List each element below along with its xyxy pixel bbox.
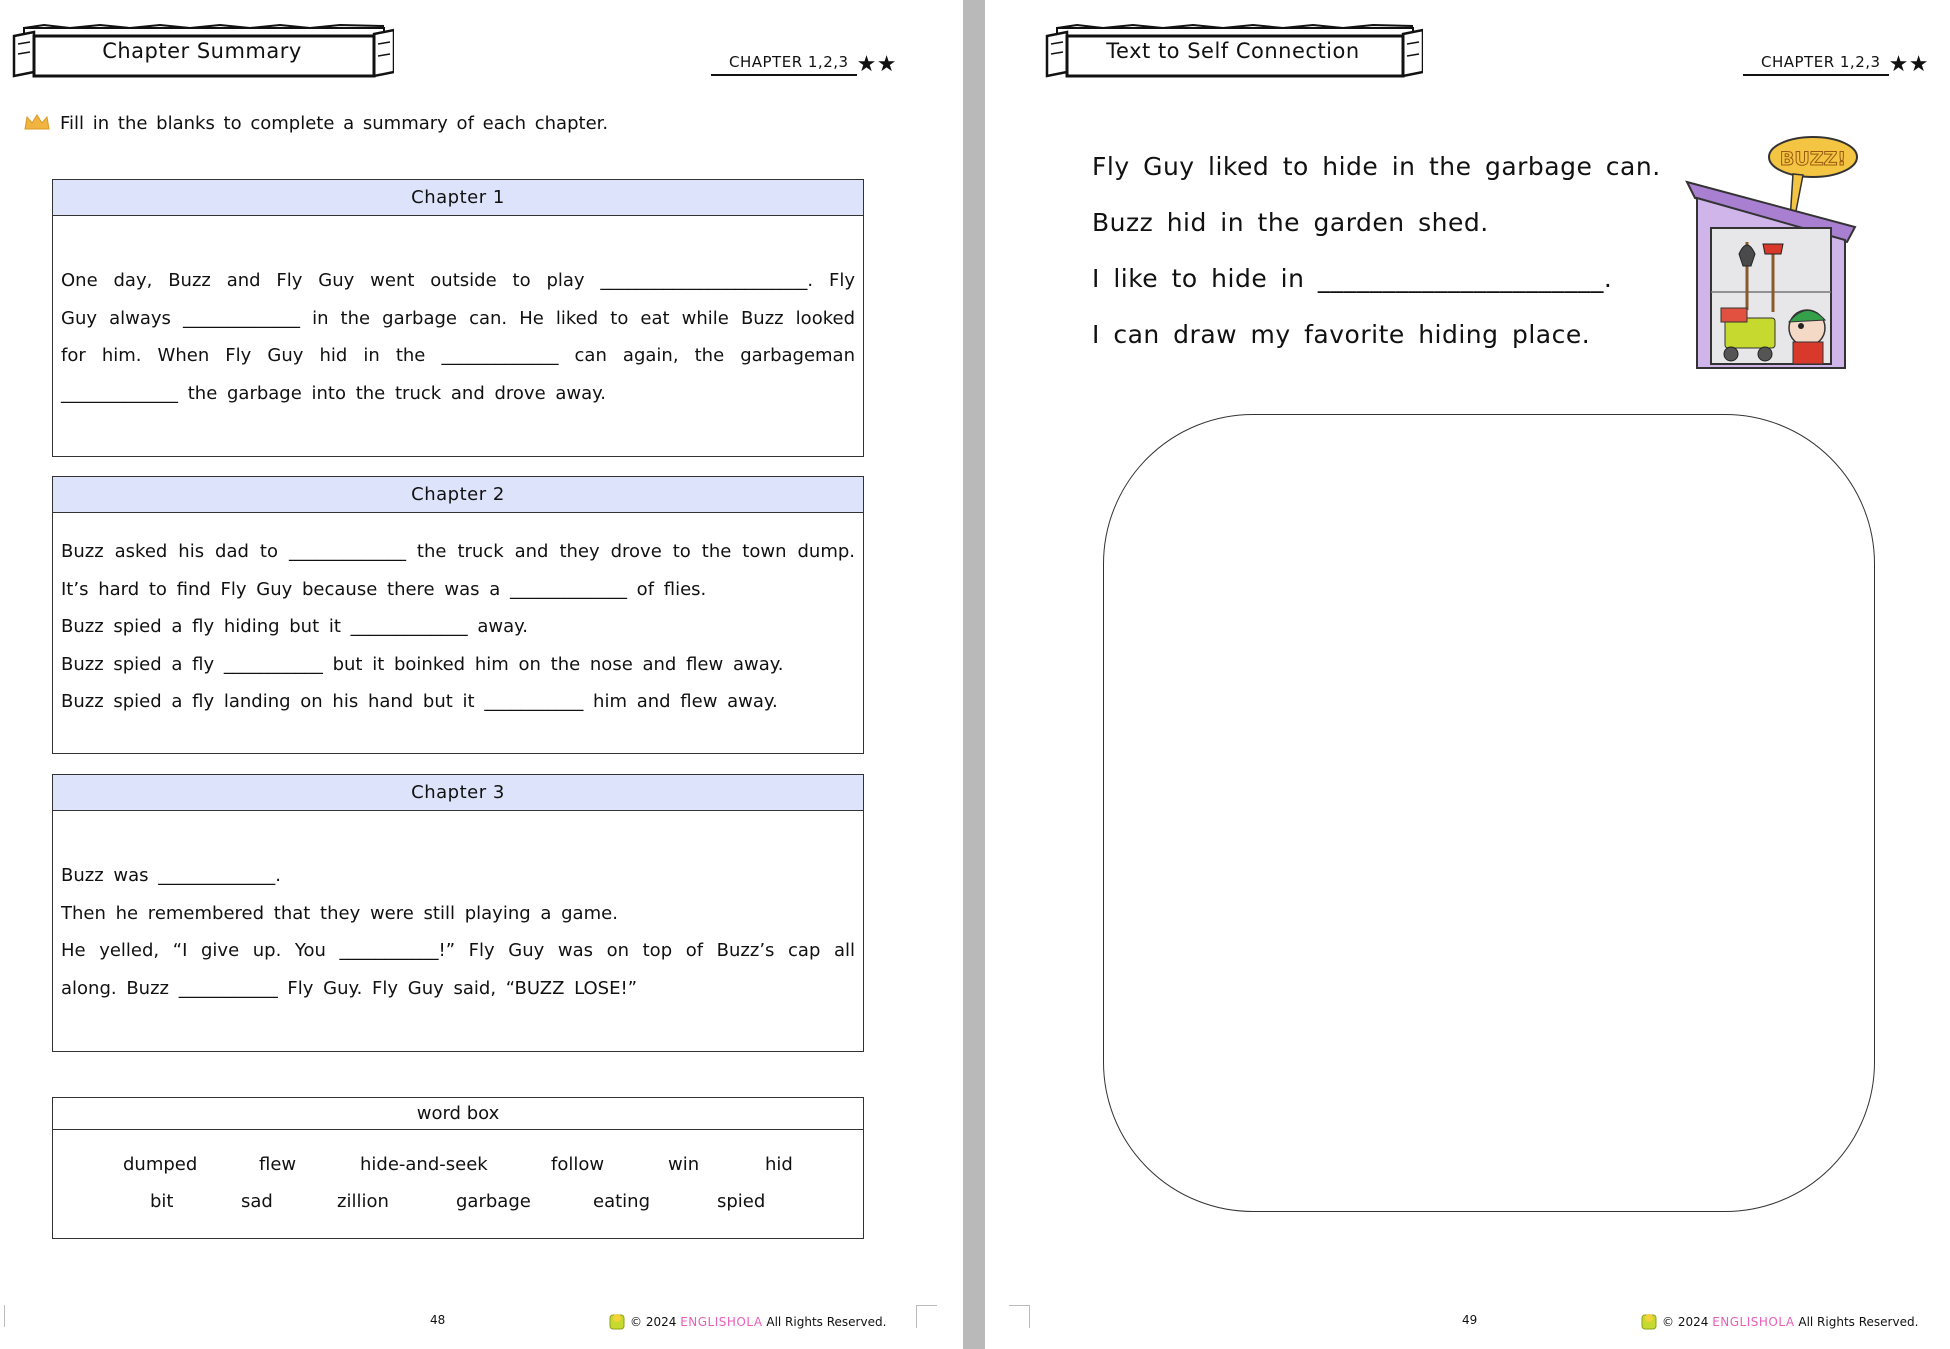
- chapter-2-title: Chapter 2: [53, 477, 863, 513]
- chapter-3-text: [53, 811, 863, 1007]
- word-item: eating: [593, 1191, 650, 1212]
- word-row: [53, 1146, 863, 1183]
- chapter-1-box: [52, 179, 864, 457]
- chapter-tag: [711, 48, 897, 76]
- chapter-3-line: He yelled, “I give up. You ___________!” Fly Guy was on top of Buzz’s cap all: [61, 940, 855, 961]
- word-item: zillion: [337, 1191, 389, 1212]
- footer-copyright: © 2024 ENGLISHOLA All Rights Reserved.: [1640, 1312, 1918, 1333]
- chapter-1-line: _____________ the garbage into the truck and drove away.: [61, 382, 606, 404]
- chapter-tag-label: CHAPTER 1,2,3: [1743, 53, 1889, 76]
- instruction: [24, 113, 608, 135]
- chapter-tag-label: CHAPTER 1,2,3: [711, 53, 857, 76]
- sentence: Buzz hid in the garden shed.: [1092, 208, 1489, 237]
- chapter-2-line: It’s hard to find Fly Guy because there was a _____________ of flies.: [61, 578, 707, 600]
- word-item: hid: [765, 1154, 793, 1175]
- word-item: dumped: [123, 1154, 198, 1175]
- garden-shed-illustration: [1685, 132, 1865, 372]
- page-number: 48: [430, 1313, 446, 1327]
- chapter-2-line: Buzz spied a fly ___________ but it boinked him on the nose and flew away.: [61, 653, 784, 675]
- chapter-2-text: [53, 513, 863, 721]
- word-row: [53, 1183, 863, 1220]
- crop-mark: [916, 1305, 937, 1328]
- brand-name: ENGLISHOLA: [680, 1315, 763, 1329]
- chapter-1-line: for him. When Fly Guy hid in the _____________ can again, the garbageman: [61, 345, 855, 366]
- word-box: [52, 1097, 864, 1239]
- chapter-3-line: Then he remembered that they were still playing a game.: [61, 902, 618, 924]
- chapter-1-line: One day, Buzz and Fly Guy went outside to play _______________________. Fly: [61, 270, 855, 291]
- word-item: garbage: [456, 1191, 531, 1212]
- word-item: win: [668, 1154, 700, 1175]
- star-icons: ★★: [1888, 52, 1930, 77]
- section-banner: [1043, 22, 1423, 80]
- chapter-1-title: Chapter 1: [53, 180, 863, 216]
- drawing-area[interactable]: [1103, 414, 1875, 1212]
- word-box-title: word box: [53, 1098, 863, 1130]
- chapter-2-line: Buzz spied a fly hiding but it _____________ away.: [61, 616, 528, 637]
- word-item: sad: [241, 1191, 273, 1212]
- chapter-1-line: Guy always _____________ in the garbage can. He liked to eat while Buzz looked: [61, 307, 855, 329]
- page-number: 49: [1462, 1313, 1478, 1327]
- word-item: flew: [259, 1154, 297, 1175]
- star-icons: ★★: [856, 52, 898, 77]
- chapter-3-box: [52, 774, 864, 1052]
- chapter-3-line: Buzz was _____________.: [61, 865, 281, 886]
- chapter-3-line: along. Buzz ___________ Fly Guy. Fly Guy said, “BUZZ LOSE!”: [61, 977, 638, 999]
- crop-mark: [0, 1305, 5, 1327]
- englishola-logo-icon: [1640, 1312, 1658, 1333]
- chapter-2-line: Buzz asked his dad to _____________ the truck and they drove to the town dump.: [61, 541, 855, 562]
- crop-mark: [1009, 1305, 1030, 1328]
- chapter-1-text: [53, 216, 863, 412]
- word-item: spied: [717, 1191, 766, 1212]
- banner-title: Text to Self Connection: [1106, 39, 1360, 63]
- crown-icon: [24, 114, 50, 135]
- section-banner: [10, 22, 394, 80]
- left-page: [0, 0, 963, 1349]
- right-page: [985, 0, 1950, 1349]
- sentence: I like to hide in ______________________.: [1092, 264, 1613, 293]
- chapter-tag: [1743, 48, 1929, 76]
- chapter-2-box: [52, 476, 864, 754]
- instruction-text: Fill in the blanks to complete a summary of each chapter.: [60, 113, 609, 134]
- sentence: I can draw my favorite hiding place.: [1092, 320, 1591, 349]
- banner-title: Chapter Summary: [102, 39, 302, 63]
- word-item: hide-and-seek: [360, 1154, 488, 1175]
- chapter-3-title: Chapter 3: [53, 775, 863, 811]
- englishola-logo-icon: [608, 1312, 626, 1333]
- sentence: Fly Guy liked to hide in the garbage can.: [1092, 152, 1661, 181]
- brand-name: ENGLISHOLA: [1712, 1315, 1795, 1329]
- word-item: bit: [150, 1191, 174, 1212]
- footer-copyright: © 2024 ENGLISHOLA All Rights Reserved.: [608, 1312, 886, 1333]
- chapter-2-line: Buzz spied a fly landing on his hand but it ___________ him and flew away.: [61, 691, 778, 712]
- word-item: follow: [551, 1154, 605, 1175]
- bubble-text: BUZZ!: [1779, 148, 1847, 170]
